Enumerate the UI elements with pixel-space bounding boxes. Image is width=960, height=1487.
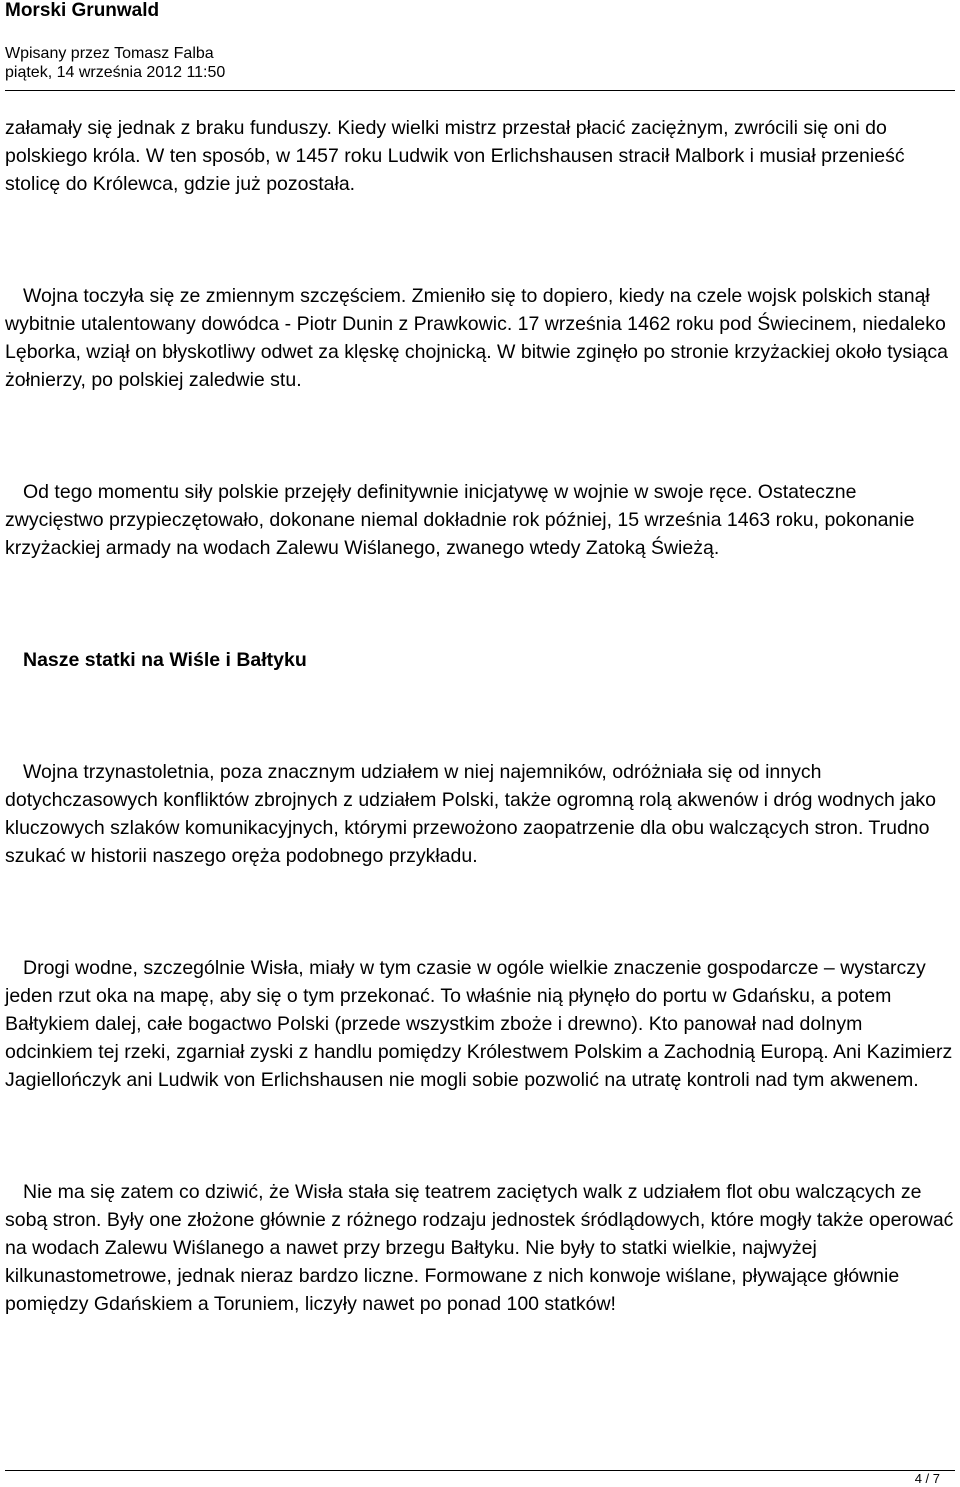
paragraph-spacer (5, 394, 955, 478)
page-header (5, 0, 955, 82)
article-paragraph-6: Nie ma się zatem co dziwić, że Wisła stała się teatrem zaciętych walk z udziałem flot obu walczących ze sobą stron. Były one złożone głównie z różnego rodzaju jednostek śródlądowych, które mogły także operować na wodach Zalewu Wiślanego a nawet przy brzegu Bałtyku. Nie były to statki wielkie, najwyżej kilkunastometrowe, jednak nieraz bardzo liczne. Formowane z nich konwoje wiślane, pływające głównie pomiędzy Gdańskiem a Toruniem, liczyły nawet po ponad 100 statków! (5, 1181, 954, 1315)
paragraph-spacer (5, 1094, 955, 1178)
section-heading: Nasze statki na Wiśle i Bałtyku (23, 649, 307, 671)
page-number: 4 / 7 (914, 1471, 940, 1486)
site-title: Morski Grunwald (5, 0, 160, 21)
paragraph-spacer (5, 562, 955, 646)
article-paragraph-3: Od tego momentu siły polskie przejęły definitywnie inicjatywę w wojnie w swoje ręce. Ostateczne zwycięstwo przypieczętowało, dokonane niemal dokładnie rok później, 15 września 1463 roku, pokonanie krzyżackiej armady na wodach Zalewu Wiślanego, zwanego wtedy Zatoką Świeżą. (5, 481, 915, 559)
article-date: piątek, 14 września 2012 11:50 (5, 64, 226, 81)
header-divider (5, 90, 955, 91)
footer-divider (5, 1470, 955, 1471)
article-author: Wpisany przez Tomasz Falba (5, 45, 214, 62)
article-paragraph-4: Wojna trzynastoletnia, poza znacznym udziałem w niej najemników, odróżniała się od innych dotychczasowych konfliktów zbrojnych z udziałem Polski, także ogromną rolą akwenów i dróg wodnych jako kluczowych szlaków komunikacyjnych, którymi przewożono zaopatrzenie dla obu walczących stron. Trudno szukać w historii naszego oręża podobnego przykładu. (5, 761, 937, 867)
paragraph-spacer (5, 198, 955, 282)
article-paragraph-5: Drogi wodne, szczególnie Wisła, miały w tym czasie w ogóle wielkie znaczenie gospodarcze – wystarczy jeden rzut oka na mapę, aby się o tym przekonać. To właśnie nią płynęło do portu w Gdańsku, a potem Bałtykiem dalej, całe bogactwo Polski (przede wszystkim zboże i drewno). Kto panował nad dolnym odcinkiem tej rzeki, zgarniał zyski z handlu pomiędzy Królestwem Polskim a Zachodnią Europą. Ani Kazimierz Jagiellończyk ani Ludwik von Erlichshausen nie mogli sobie pozwolić na utratę kontroli nad tym akwenem. (5, 957, 953, 1091)
article-body (5, 114, 955, 1318)
article-paragraph-2: Wojna toczyła się ze zmiennym szczęściem. Zmieniło się to dopiero, kiedy na czele wojsk polskich stanął wybitnie utalentowany dowódca - Piotr Dunin z Prawkowic. 17 września 1462 roku pod Świecinem, niedaleko Lęborka, wziął on błyskotliwy odwet za klęskę chojnicką. W bitwie zginęło po stronie krzyżackiej około tysiąca żołnierzy, po polskiej zaledwie stu. (5, 285, 948, 391)
paragraph-spacer (5, 870, 955, 954)
article-paragraph-1: załamały się jednak z braku funduszy. Kiedy wielki mistrz przestał płacić zaciężnym, zwrócili się oni do polskiego króla. W ten sposób, w 1457 roku Ludwik von Erlichshausen stracił Malbork i musiał przenieść stolicę do Królewca, gdzie już pozostała. (5, 117, 905, 195)
paragraph-spacer (5, 674, 955, 758)
